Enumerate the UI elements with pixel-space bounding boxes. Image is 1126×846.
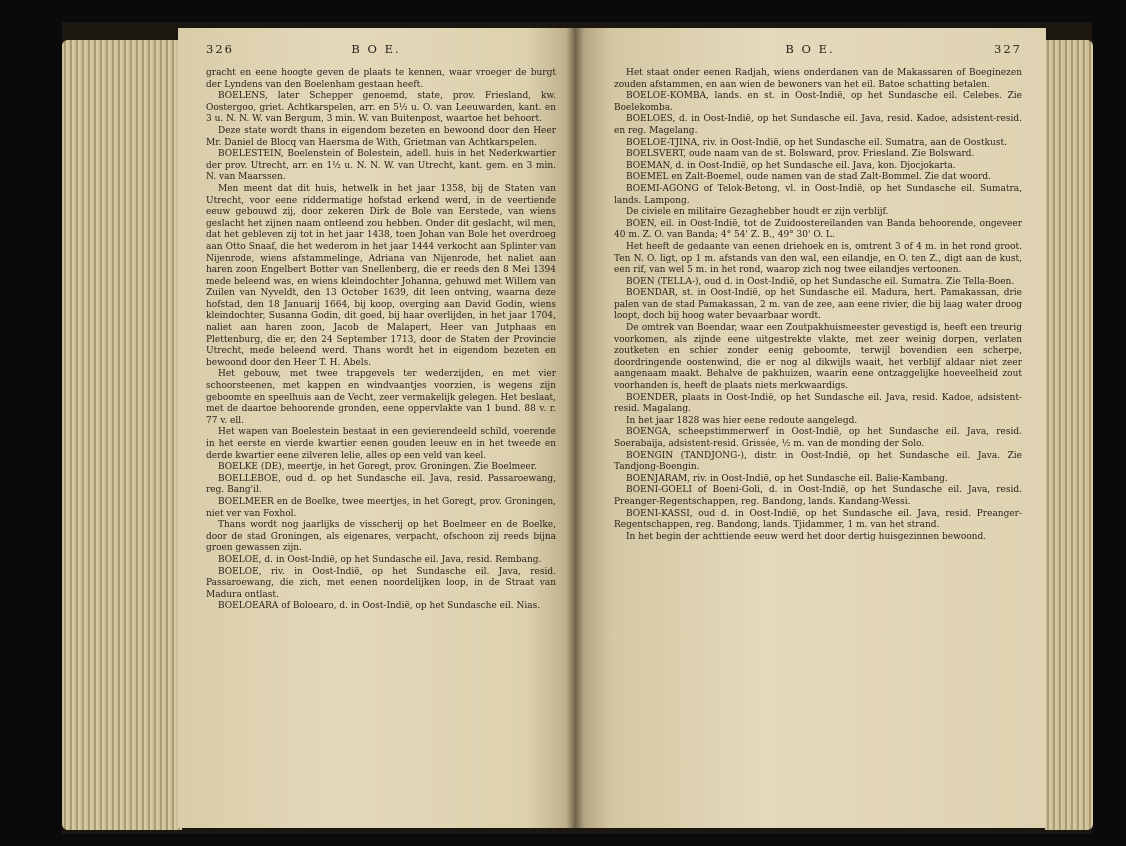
- paragraph: BOELOEARA of Boloearo, d. in Oost-Indië, op het Sundasche eil. Nias.: [218, 601, 541, 612]
- paragraph: BOELESTEIN, Boelenstein of Bolestein, adell. huis in het Nederkwartier der prov. Utrecht, arr. en 1½ u. N. N. W. van Utrecht, kant. gem. en 3 min. N. van Maarssen.: [206, 149, 556, 183]
- right-running-head: B O E.: [785, 42, 835, 56]
- paragraph: BOENDAR, st. in Oost-Indië, op het Sundasche eil. Madura, hert. Pamakassan, drie palen van de stad Pamakassan, 2 m. van de zee, aan eene rivier, die bij laag water droog loopt, doch bij hoog water bevaarbaar wordt.: [614, 288, 1022, 322]
- paragraph: De omtrek van Boendar, waar een Zoutpakhuismeester gevestigd is, heeft een treurig voorkomen, als zijnde eene uitgestrekte vlakte, met zeer weinig dorpen, verlaten zoutketen en schier zonder eenig geboomte, terwijl bovendien een scherpe, doordringende oostenwind, die er nog al dikwijls waait, het verblijf aldaar niet zeer aangenaam maakt. Behalve de pakhuizen, waarin eene ontzaggelijke hoeveelheid zout voorhanden is, heeft de plaats niets merkwaardigs.: [614, 323, 1022, 392]
- right-page: [574, 28, 1046, 828]
- paragraph: BOELOES, d. in Oost-Indië, op het Sundasche eil. Java, resid. Kadoe, adsistent-resid. en reg. Magelang.: [614, 114, 1022, 136]
- paragraph: Men meent dat dit huis, hetwelk in het jaar 1358, bij de Staten van Utrecht, voor eene riddermatige hofstad erkend werd, in de veertiende eeuw gebouwd zij, door zekeren Dirk de Bole van Eerstede, van wiens geslacht het zijnen naam ontleend zou hebben. Onder dit geslacht, wil men, dat het gebleven zij tot in het jaar 1438, toen Johan van Bole het overdroeg aan Otto Snaaf, die het wederom in het jaar 1444 verkocht aan Splinter van Nijenrode, wiens afstammelinge, Adriana van Nijenrode, het naliet aan haren zoon Engelbert Botter van Snellenberg, die er reeds den 8 Mei 1394 mede beleend was, en wiens kleindochter Johanna, gehuwd met Willem van Zuilen van Nyveldt, den 13 October 1639, dit leen ontving, waarna deze hofstad, den 18 Januarij 1664, bij koop, overging aan David Godin, wiens kleindochter, Susanna Godin, dit goed, bij haar overlijden, in het jaar 1704, naliet aan haren zoon, Jacob de Malapert, Heer van Jutphaas en Plettenburg, die er, den 24 September 1713, door de Staten der Provincie Utrecht, mede beleend werd. Thans wordt het in eigendom bezeten en bewoond door den Heer T. H. Abels.: [206, 183, 556, 368]
- paragraph: BOENDER, plaats in Oost-Indië, op het Sundasche eil. Java, resid. Kadoe, adsistent-resid. Magalang.: [614, 392, 1022, 415]
- paragraph: BOELOE, riv. in Oost-Indië, op het Sundasche eil. Java, resid. Passaroewang, die zich, met eenen noordelijken loop, in de Straat van Madura ontlast.: [206, 566, 556, 600]
- paragraph: BOENGIN (TANDJONG-), distr. in Oost-Indië, op het Sundasche eil. Java. Zie Tandjong-Boengin.: [614, 450, 1022, 473]
- paragraph: BOELOE-TJINA, riv. in Oost-Indië, op het Sundasche eil. Sumatra, aan de Oostkust.: [626, 137, 1007, 148]
- paragraph: BOELLEBOE, oud d. op het Sundasche eil. Java, resid. Passaroewang, reg. Bang'il.: [206, 473, 556, 496]
- paragraph: BOELSVERT, oude naam van de st. Bolsward, prov. Friesland. Zie Bolsward.: [626, 149, 975, 160]
- book-gutter-shadow: [566, 28, 584, 828]
- paragraph: BOELKE (DE), meertje, in het Goregt, prov. Groningen. Zie Boelmeer.: [218, 462, 537, 473]
- paragraph: BOEN, eil. in Oost-Indië, tot de Zuidoostereilanden van Banda behoorende, ongeveer 40 m. Z. O. van Banda; 4° 54' Z. B., 49° 30' O. L.: [614, 218, 1022, 241]
- paragraph: BOEN (TELLA-), oud d. in Oost-Indië, op het Sundasche eil. Sumatra. Zie Tella-Boen.: [626, 276, 1015, 287]
- paragraph: gracht en eene hoogte geven de plaats te kennen, waar vroeger de burgt der Lyndens van den Boelenham gestaan heeft.: [206, 68, 556, 90]
- paragraph: BOELMEER en de Boelke, twee meertjes, in het Goregt, prov. Groningen, niet ver van Foxhol.: [206, 496, 556, 519]
- left-page-number: 326: [206, 42, 234, 56]
- right-page-stack-edge: [1045, 40, 1093, 830]
- paragraph: Het heeft de gedaante van eenen driehoek en is, omtrent 3 of 4 m. in het rond groot. Ten N. O. ligt, op 1 m. afstands van den wal, een eilandje, en O. ten Z., digt aan de kust, een rif, van wel 5 m. in het rond, waarop zich nog twee eilandjes vertoonen.: [614, 241, 1022, 276]
- left-page: [178, 28, 574, 828]
- left-page-stack-edge: [62, 40, 182, 830]
- paragraph: In het begin der achttiende eeuw werd het door dertig huisgezinnen bewoond.: [626, 531, 987, 542]
- paragraph: Het staat onder eenen Radjah, wiens onderdanen van de Makassaren of Boeginezen zouden afstammen, en aan wien de bewoners van het eil. Batoe schatting betalen.: [614, 68, 1022, 90]
- paragraph: BOENI-GOELI of Boeni-Goli, d. in Oost-Indië, op het Sundasche eil. Java, resid. Preanger-Regentschappen, reg. Bandong, lands. Kandang-Wessi.: [614, 485, 1022, 507]
- paragraph: De civiele en militaire Gezaghebber houdt er zijn verblijf.: [626, 207, 889, 218]
- right-page-number: 327: [994, 42, 1022, 56]
- paragraph: In het jaar 1828 was hier eene redoute aangelegd.: [626, 415, 858, 426]
- paragraph: BOELENS, later Schepper genoemd, state, prov. Friesland, kw. Oostergoo, griet. Achtkarspelen, arr. en 5½ u. O. van Leeuwarden, kant. en 3 u. N. N. W. van Bergum, 3 min. W. van Buitenpost, waartoe het behoort.: [206, 91, 556, 125]
- paragraph: Het gebouw, met twee trapgevels ter wederzijden, en met vier schoorsteenen, met kappen en windvaantjes voorzien, is wegens zijn geboomte en speelhuis aan de Vecht, zeer vermakelijk gelegen. Het beslaat, met de daartoe behoorende gronden, eene oppervlakte van 1 bund. 88 v. r. 77 v. ell.: [206, 369, 556, 426]
- paragraph: BOEMEL en Zalt-Boemel, oude namen van de stad Zalt-Bommel. Zie dat woord.: [626, 172, 992, 183]
- paragraph: BOENGA, scheepstimmerwerf in Oost-Indië, op het Sundasche eil. Java, resid. Soerabaija, adsistent-resid. Grissée, ½ m. van de monding der Solo.: [614, 427, 1022, 449]
- paragraph: Deze state wordt thans in eigendom bezeten en bewoond door den Heer Mr. Daniel de Blocq van Haersma de With, Grietman van Achtkarspelen.: [206, 125, 556, 148]
- paragraph: BOELOE-KOMBA, lands. en st. in Oost-Indië, op het Sundasche eil. Celebes. Zie Boelekomba.: [614, 91, 1022, 113]
- paragraph: Thans wordt nog jaarlijks de visscherij op het Boelmeer en de Boelke, door de stad Groningen, als eigenares, verpacht, ofschoon zij reeds bijna groen gewassen zijn.: [206, 520, 556, 554]
- left-text-column: [206, 68, 556, 613]
- paragraph: BOENJARAM, riv. in Oost-Indië, op het Sundasche eil. Balie-Kambang.: [626, 473, 948, 484]
- left-running-head: B O E.: [351, 42, 401, 56]
- right-text-column: [614, 68, 1022, 543]
- paragraph: BOEMAN, d. in Oost-Indië, op het Sundasche eil. Java, kon. Djocjokarta.: [626, 160, 956, 171]
- paragraph: BOEMI-AGONG of Telok-Betong, vl. in Oost-Indië, op het Sundasche eil. Sumatra, lands. Lampong.: [614, 183, 1022, 206]
- paragraph: BOENI-KASSI, oud d. in Oost-Indië, op het Sundasche eil. Java, resid. Preanger-Regentschappen, reg. Bandong, lands. Tjidammer, 1 m. van het strand.: [614, 508, 1022, 531]
- paragraph: BOELOE, d. in Oost-Indië, op het Sundasche eil. Java, resid. Rembang.: [218, 554, 542, 565]
- paragraph: Het wapen van Boelestein bestaat in een gevierendeeld schild, voerende in het eerste en vierde kwartier eenen gouden leeuw en in het tweede en derde kwartier eene zilveren lelie, alles op een veld van keel.: [206, 427, 556, 461]
